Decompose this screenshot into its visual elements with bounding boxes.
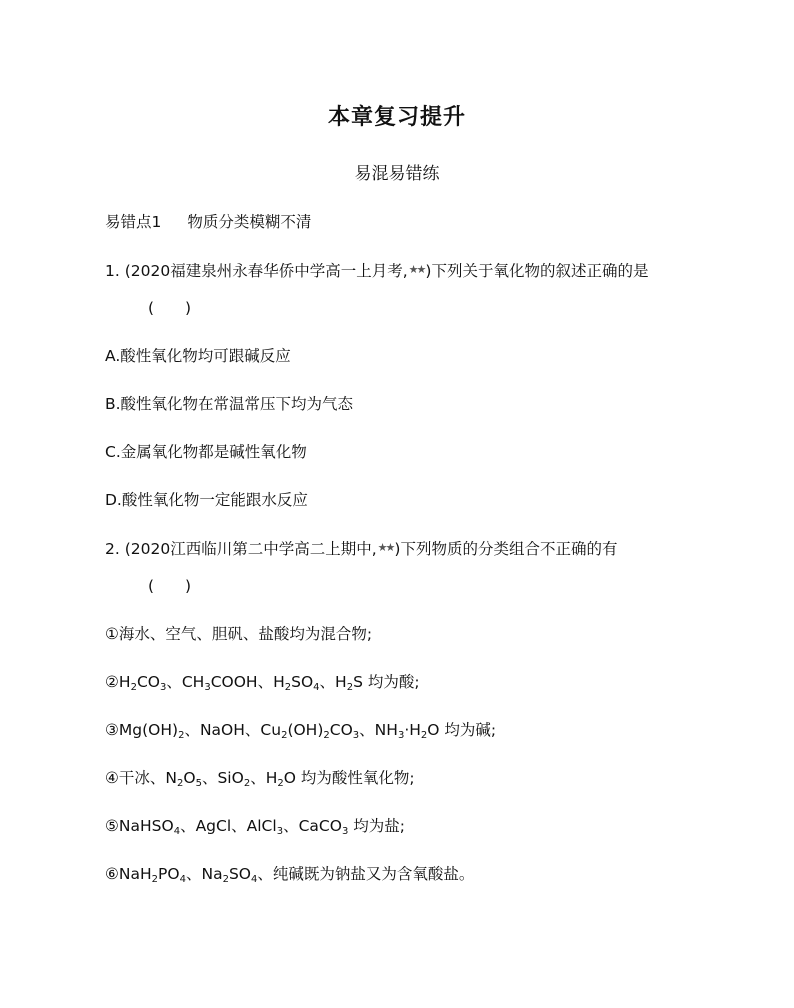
subscript: 2	[222, 874, 229, 885]
subscript: 3	[204, 682, 211, 693]
subscript: 2	[277, 778, 284, 789]
formula-part: O 均为碱;	[427, 721, 497, 739]
subscript: 2	[281, 730, 288, 741]
section-heading	[105, 210, 311, 232]
formula-part: 、Na	[185, 865, 223, 883]
item-marker: ⑥	[105, 865, 119, 883]
page-title: 本章复习提升	[327, 105, 466, 130]
question-1-stem	[105, 259, 648, 281]
formula-part: CO	[136, 673, 160, 691]
subscript: 2	[177, 778, 184, 789]
formula-part: PO	[158, 865, 180, 883]
question-1-number: 1.	[105, 262, 120, 280]
formula-part: 、CH	[166, 673, 205, 691]
question-2-item-1	[105, 622, 372, 644]
subscript: 2	[346, 682, 354, 693]
formula-part: 、AgCl、AlCl	[180, 817, 277, 835]
question-1-source: (2020福建泉州永春华侨中学高一上月考,	[124, 262, 408, 280]
formula-part: Mg(OH)	[118, 721, 179, 739]
question-2-number: 2.	[105, 540, 120, 558]
item-text: 海水、空气、胆矾、盐酸均为混合物;	[118, 625, 373, 643]
formula-part: COOH、H	[210, 673, 285, 691]
formula-part: ·H	[404, 721, 421, 739]
subscript: 3	[341, 826, 349, 837]
subscript: 2	[243, 778, 251, 789]
page-subtitle: 易混易错练	[354, 164, 440, 184]
question-2-item-6	[105, 862, 474, 884]
subscript: 3	[352, 730, 360, 741]
section-label: 易错点1	[105, 213, 162, 231]
formula-part: (OH)	[287, 721, 324, 739]
item-marker: ⑤	[105, 817, 119, 835]
formula-part: 、SiO	[201, 769, 244, 787]
question-1-option-c: C.金属氧化物都是碱性氧化物	[105, 443, 307, 461]
subscript: 2	[323, 730, 330, 741]
formula-part: CO	[329, 721, 353, 739]
question-2-item-5	[105, 814, 405, 836]
formula-part: H	[118, 673, 131, 691]
formula-part: S 均为酸;	[353, 673, 420, 691]
section-text: 物质分类模糊不清	[187, 213, 312, 231]
formula-part: NaH	[118, 865, 152, 883]
question-1-option-b: B.酸性氧化物在常温常压下均为气态	[105, 395, 354, 413]
formula-part: O 均为酸性氧化物;	[283, 769, 415, 787]
question-1-answer-blank: ( )	[148, 299, 192, 317]
question-2-text: )下列物质的分类组合不正确的有	[394, 540, 618, 558]
question-1-option-d: D.酸性氧化物一定能跟水反应	[105, 491, 308, 509]
formula-part: 、NaOH、Cu	[184, 721, 282, 739]
formula-part: 、CaCO	[283, 817, 342, 835]
subscript: 2	[130, 682, 137, 693]
subscript: 4	[313, 682, 320, 693]
question-2-item-2	[105, 670, 420, 692]
formula-part: 干冰、N	[118, 769, 178, 787]
difficulty-stars-icon: ★★	[408, 263, 425, 276]
formula-part: 、纯碱既为钠盐又为含氧酸盐。	[257, 865, 475, 883]
subscript: 3	[159, 682, 167, 693]
item-marker: ①	[105, 625, 119, 643]
formula-part: 、NH	[359, 721, 398, 739]
item-marker: ②	[105, 673, 119, 691]
subscript: 2	[178, 730, 185, 741]
formula-part: NaHSO	[118, 817, 174, 835]
question-2-item-3	[105, 718, 496, 740]
subscript: 5	[195, 778, 202, 789]
formula-part: 、H	[250, 769, 278, 787]
question-1-option-a: A.酸性氧化物均可跟碱反应	[105, 347, 291, 365]
formula-part: O	[183, 769, 196, 787]
formula-part: 、H	[319, 673, 347, 691]
formula-part: SO	[228, 865, 251, 883]
item-marker: ③	[105, 721, 119, 739]
item-marker: ④	[105, 769, 119, 787]
question-2-stem	[105, 537, 617, 559]
subscript: 3	[397, 730, 405, 741]
question-1-text: )下列关于氧化物的叙述正确的是	[425, 262, 649, 280]
subscript: 4	[173, 826, 181, 837]
question-2-item-4	[105, 766, 415, 788]
question-2-source: (2020江西临川第二中学高二上期中,	[124, 540, 377, 558]
formula-part: SO	[291, 673, 314, 691]
subscript: 2	[151, 874, 159, 885]
subscript: 2	[284, 682, 292, 693]
subscript: 2	[420, 730, 428, 741]
difficulty-stars-icon: ★★	[377, 541, 394, 554]
question-2-answer-blank: ( )	[148, 577, 192, 595]
subscript: 3	[276, 826, 284, 837]
subscript: 4	[179, 874, 186, 885]
formula-part: 均为盐;	[348, 817, 405, 835]
subscript: 4	[250, 874, 258, 885]
